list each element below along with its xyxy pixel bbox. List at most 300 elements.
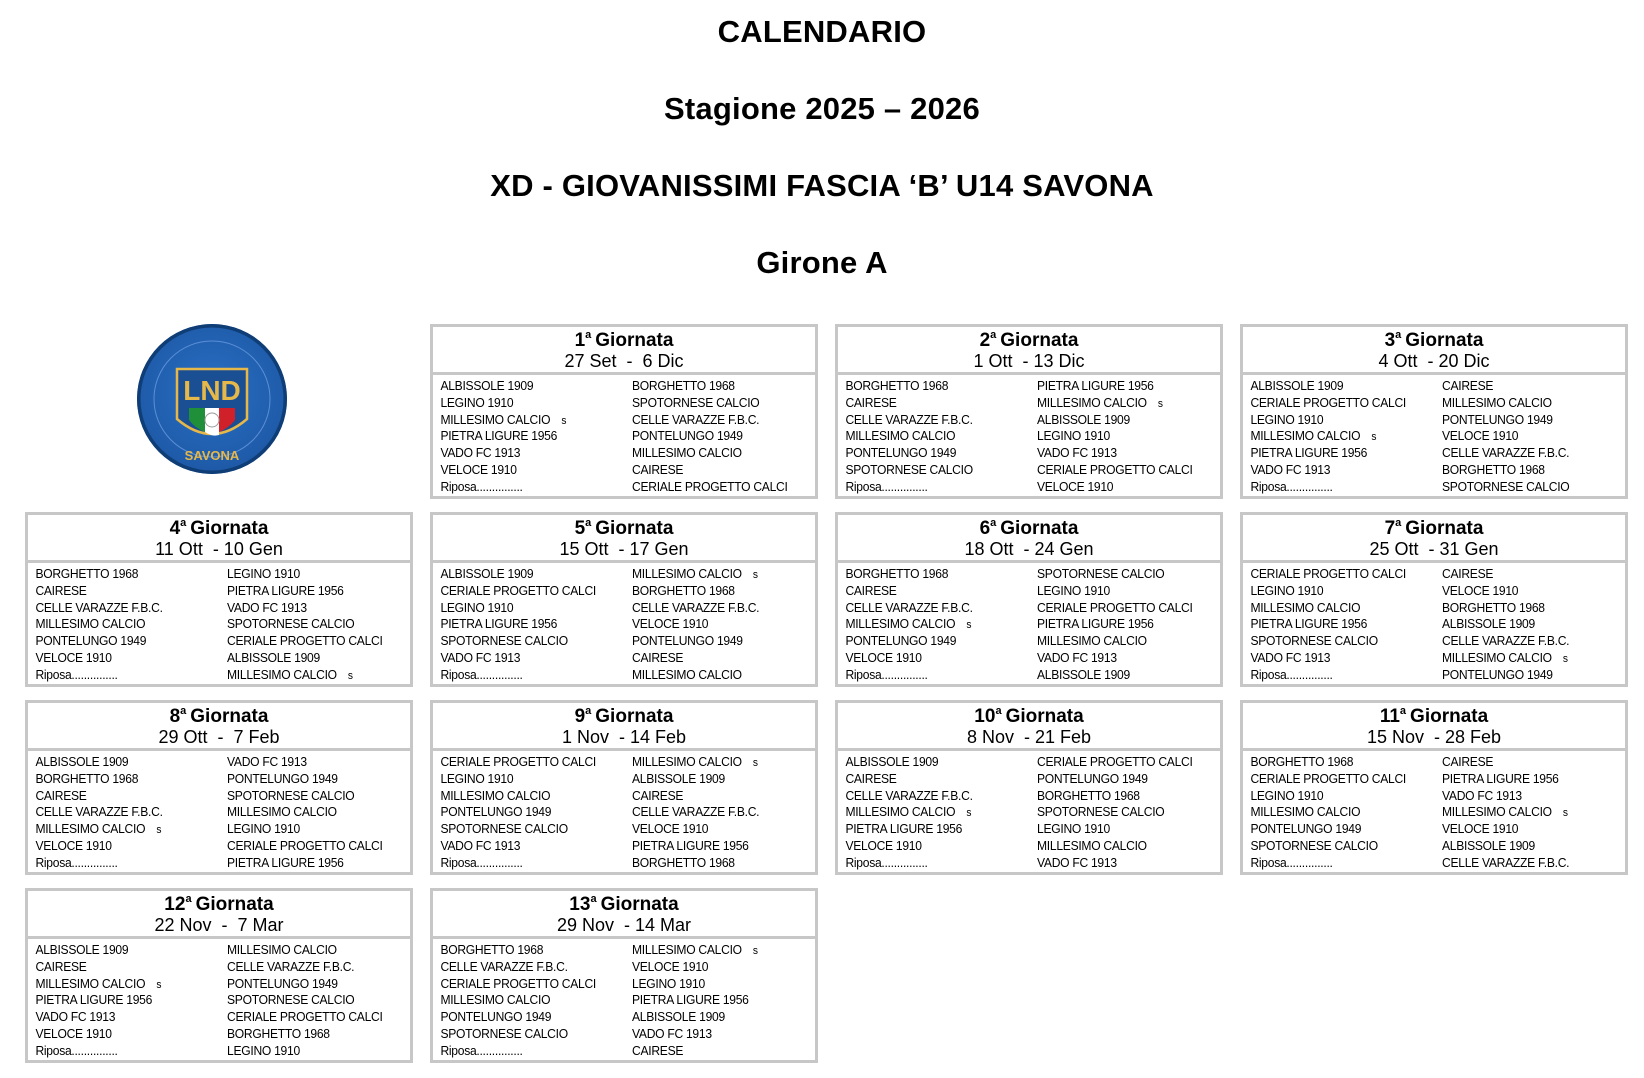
round-number: 8 <box>169 706 181 727</box>
team-name: PIETRA LIGURE 1956 <box>1037 616 1154 632</box>
away-team <box>1442 804 1568 822</box>
team-name: CELLE VARAZZE F.B.C. <box>632 411 760 427</box>
round-dates: 4 Ott - 20 Dic <box>1378 351 1490 371</box>
page-title: CALENDARIO <box>717 14 927 49</box>
team-name: CAIRESE <box>632 787 684 803</box>
round-ordinal: a <box>180 517 187 529</box>
team-name: CELLE VARAZZE F.B.C. <box>35 804 163 820</box>
round-number: 4 <box>169 518 181 539</box>
match-row <box>35 1026 407 1043</box>
team-name: VADO FC 1913 <box>440 649 521 665</box>
team-name: CELLE VARAZZE F.B.C. <box>1442 445 1570 461</box>
round-header <box>28 891 410 939</box>
team-name: Riposa............... <box>35 666 118 682</box>
home-team <box>440 942 543 959</box>
team-name: VADO FC 1913 <box>632 1025 712 1041</box>
home-team <box>35 1026 111 1043</box>
match-row <box>35 633 407 650</box>
round-dates: 1 Nov - 14 Feb <box>561 727 687 747</box>
team-name: BORGHETTO 1968 <box>440 942 544 957</box>
home-team <box>1250 667 1332 684</box>
away-team <box>227 788 354 805</box>
team-name: VADO FC 1913 <box>35 1009 116 1025</box>
match-row <box>845 667 1217 684</box>
match-row <box>1250 428 1622 445</box>
home-team <box>440 667 522 684</box>
match-row <box>440 462 812 479</box>
team-name: CERIALE PROGETTO CALCI <box>227 1009 383 1025</box>
round-header <box>433 515 815 563</box>
home-team <box>845 771 896 788</box>
team-name: CERIALE PROGETTO CALCI <box>1250 770 1406 786</box>
away-team <box>1037 583 1110 600</box>
team-name: SPOTORNESE CALCIO <box>1442 478 1570 494</box>
home-team <box>440 395 513 412</box>
away-team <box>227 976 338 993</box>
match-row <box>1250 633 1622 650</box>
season-title: Stagione 2025 – 2026 <box>664 91 980 126</box>
match-row <box>1250 855 1622 872</box>
team-name: PIETRA LIGURE 1956 <box>1250 445 1368 461</box>
team-name: ALBISSOLE 1909 <box>1250 378 1344 393</box>
away-team <box>1037 754 1193 771</box>
team-name: CAIRESE <box>632 649 684 665</box>
team-name: VELOCE 1910 <box>35 649 112 665</box>
team-name: ALBISSOLE 1909 <box>632 1009 725 1025</box>
team-name: CAIRESE <box>1442 378 1494 393</box>
round-ordinal: a <box>585 705 592 717</box>
away-team <box>1037 479 1113 496</box>
match-row <box>440 1043 812 1060</box>
away-team <box>1442 479 1569 496</box>
round-label: Giornata <box>190 518 269 539</box>
home-team <box>440 650 520 667</box>
team-name: Riposa............... <box>440 1042 523 1058</box>
away-team <box>1442 428 1518 445</box>
round-title <box>28 518 410 539</box>
team-name: PONTELUNGO 1949 <box>1037 770 1148 786</box>
team-name: CERIALE PROGETTO CALCI <box>1250 394 1406 410</box>
team-name: CELLE VARAZZE F.B.C. <box>845 599 973 615</box>
home-team <box>1250 616 1367 633</box>
team-name: LEGINO 1910 <box>1250 411 1324 427</box>
team-marker: s <box>1562 807 1568 820</box>
away-team <box>227 838 383 855</box>
team-name: LEGINO 1910 <box>227 566 300 581</box>
away-team <box>632 412 759 429</box>
team-name: BORGHETTO 1968 <box>227 1025 330 1041</box>
match-row <box>35 650 407 667</box>
team-name: CELLE VARAZZE F.B.C. <box>440 958 568 974</box>
team-name: MILLESIMO CALCIO <box>845 804 956 820</box>
home-team <box>1250 479 1332 496</box>
team-name: MILLESIMO CALCIO <box>440 411 551 427</box>
match-row <box>845 428 1217 445</box>
team-name: MILLESIMO CALCIO <box>845 616 956 632</box>
away-team <box>1442 462 1545 479</box>
team-name: BORGHETTO 1968 <box>1037 787 1140 803</box>
home-team <box>845 616 971 634</box>
away-team <box>1442 566 1493 583</box>
group-title: Girone A <box>756 245 888 280</box>
team-name: VADO FC 1913 <box>227 754 307 769</box>
home-team <box>845 428 955 445</box>
team-name: PIETRA LIGURE 1956 <box>845 821 963 837</box>
round-dates: 18 Ott - 24 Gen <box>964 539 1094 559</box>
match-row <box>440 378 812 395</box>
team-name: Riposa............... <box>35 854 118 870</box>
match-row <box>440 942 812 959</box>
away-team <box>227 583 344 600</box>
away-team <box>1037 445 1117 462</box>
round-header <box>433 703 815 751</box>
match-row <box>440 583 812 600</box>
round-header <box>838 703 1220 751</box>
match-row <box>1250 821 1622 838</box>
match-row <box>440 566 812 583</box>
match-row <box>440 959 812 976</box>
away-team <box>632 583 735 600</box>
match-row <box>1250 462 1622 479</box>
match-row <box>845 412 1217 429</box>
team-name: CELLE VARAZZE F.B.C. <box>227 958 355 974</box>
home-team <box>1250 462 1330 479</box>
team-name: LEGINO 1910 <box>1250 582 1324 598</box>
match-row <box>35 942 407 959</box>
home-team <box>35 788 86 805</box>
logo-text-bottom: SAVONA <box>184 448 240 463</box>
match-row <box>440 1026 812 1043</box>
team-name: CELLE VARAZZE F.B.C. <box>632 804 760 820</box>
team-name: MILLESIMO CALCIO <box>1250 599 1361 615</box>
away-team <box>227 771 338 788</box>
home-team <box>1250 445 1367 462</box>
team-name: MILLESIMO CALCIO <box>1037 394 1147 410</box>
team-name: PONTELUNGO 1949 <box>845 445 957 461</box>
match-row <box>440 788 812 805</box>
home-team <box>440 633 567 650</box>
match-row <box>440 754 812 771</box>
round-header <box>28 515 410 563</box>
away-team <box>1037 566 1164 583</box>
away-team <box>227 600 307 617</box>
home-team <box>35 838 111 855</box>
team-name: Riposa............... <box>845 478 928 494</box>
away-team <box>632 804 759 821</box>
match-row <box>1250 788 1622 805</box>
round-header <box>433 327 815 375</box>
home-team <box>845 600 972 617</box>
home-team <box>845 855 927 872</box>
team-name: CELLE VARAZZE F.B.C. <box>1442 633 1570 649</box>
team-name: CAIRESE <box>35 787 87 803</box>
home-team <box>440 378 533 395</box>
home-team <box>845 821 962 838</box>
round-label: Giornata <box>1405 330 1484 351</box>
team-name: SPOTORNESE CALCIO <box>440 1025 568 1041</box>
home-team <box>440 1043 522 1060</box>
team-name: VELOCE 1910 <box>632 616 709 632</box>
team-name: VELOCE 1910 <box>440 461 517 477</box>
home-team <box>845 754 938 771</box>
team-name: MILLESIMO CALCIO <box>632 566 742 581</box>
team-name: CAIRESE <box>1442 754 1494 769</box>
match-row <box>440 479 812 496</box>
away-team <box>1037 412 1130 429</box>
away-team <box>1037 616 1154 633</box>
away-team <box>632 633 743 650</box>
round-title <box>433 706 815 727</box>
round-label: Giornata <box>595 518 674 539</box>
team-name: CAIRESE <box>632 461 684 477</box>
logo-text-top: LND <box>183 375 241 406</box>
team-name: MILLESIMO CALCIO <box>1037 633 1147 649</box>
team-name: VADO FC 1913 <box>227 599 307 615</box>
team-name: VADO FC 1913 <box>1442 787 1522 803</box>
team-name: PONTELUNGO 1949 <box>845 633 957 649</box>
team-name: SPOTORNESE CALCIO <box>440 821 568 837</box>
round-number: 6 <box>979 518 991 539</box>
match-row <box>845 804 1217 821</box>
away-team <box>1037 650 1117 667</box>
home-team <box>845 566 948 583</box>
team-name: LEGINO 1910 <box>1037 428 1110 444</box>
match-row <box>440 428 812 445</box>
category-title: XD - GIOVANISSIMI FASCIA ‘B’ U14 SAVONA <box>490 168 1154 203</box>
away-team <box>632 855 735 872</box>
round-dates: 25 Ott - 31 Gen <box>1369 539 1499 559</box>
match-list <box>433 751 812 872</box>
round-header <box>838 515 1220 563</box>
home-team <box>845 650 921 667</box>
lnd-savona-logo <box>137 324 287 474</box>
round-ordinal: a <box>1399 705 1407 717</box>
round-card <box>430 888 818 1063</box>
match-row <box>1250 754 1622 771</box>
match-row <box>440 445 812 462</box>
match-row <box>35 667 407 684</box>
home-team <box>1250 412 1323 429</box>
team-name: PONTELUNGO 1949 <box>1250 821 1362 837</box>
away-team <box>632 616 708 633</box>
round-dates: 15 Ott - 17 Gen <box>559 539 689 559</box>
team-name: BORGHETTO 1968 <box>35 770 139 786</box>
home-team <box>845 378 948 395</box>
round-ordinal: a <box>590 893 597 905</box>
home-team <box>1250 855 1332 872</box>
home-team <box>1250 804 1360 821</box>
home-team <box>845 412 972 429</box>
away-team <box>632 1043 683 1060</box>
round-ordinal: a <box>180 705 187 717</box>
match-row <box>845 633 1217 650</box>
away-team <box>227 942 337 959</box>
round-ordinal: a <box>585 517 592 529</box>
team-name: CAIRESE <box>35 582 87 598</box>
team-marker: s <box>1157 397 1163 410</box>
home-team <box>1250 754 1353 771</box>
team-name: MILLESIMO CALCIO <box>440 787 551 803</box>
team-name: Riposa............... <box>845 666 928 682</box>
round-number: 2 <box>979 330 991 351</box>
team-name: ALBISSOLE 1909 <box>440 378 534 393</box>
home-team <box>35 1043 117 1060</box>
home-team <box>35 976 161 994</box>
team-name: ALBISSOLE 1909 <box>1037 666 1130 682</box>
team-name: Riposa............... <box>1250 854 1333 870</box>
match-list <box>433 563 812 684</box>
home-team <box>845 667 927 684</box>
home-team <box>35 959 86 976</box>
team-name: MILLESIMO CALCIO <box>1442 649 1552 665</box>
match-row <box>440 600 812 617</box>
away-team <box>1442 378 1493 395</box>
home-team <box>35 992 152 1009</box>
round-title <box>1243 518 1625 539</box>
away-team <box>227 667 353 685</box>
team-name: CAIRESE <box>845 770 897 786</box>
round-card <box>430 512 818 687</box>
match-row <box>440 855 812 872</box>
away-team <box>632 667 742 684</box>
team-name: LEGINO 1910 <box>440 394 514 410</box>
match-list <box>433 939 812 1060</box>
away-team <box>1442 821 1518 838</box>
team-name: MILLESIMO CALCIO <box>632 445 742 461</box>
team-name: CAIRESE <box>35 958 87 974</box>
home-team <box>440 616 557 633</box>
round-title <box>28 894 410 915</box>
round-number: 3 <box>1384 330 1396 351</box>
home-team <box>1250 378 1343 395</box>
away-team <box>227 616 354 633</box>
home-team <box>35 771 138 788</box>
match-row <box>845 378 1217 395</box>
round-dates: 8 Nov - 21 Feb <box>966 727 1092 747</box>
away-team <box>1037 395 1163 413</box>
home-team <box>845 445 956 462</box>
round-header <box>28 703 410 751</box>
round-title <box>1243 706 1625 727</box>
team-name: VELOCE 1910 <box>845 649 922 665</box>
match-row <box>845 788 1217 805</box>
match-row <box>845 462 1217 479</box>
away-team <box>632 838 749 855</box>
match-row <box>35 788 407 805</box>
away-team <box>632 479 788 496</box>
team-name: SPOTORNESE CALCIO <box>1037 804 1165 820</box>
team-name: MILLESIMO CALCIO <box>632 754 742 769</box>
away-team <box>1442 855 1569 872</box>
round-card <box>25 700 413 875</box>
round-number: 1 <box>574 330 586 351</box>
away-team <box>632 992 749 1009</box>
round-dates: 11 Ott - 10 Gen <box>155 539 283 559</box>
team-name: PIETRA LIGURE 1956 <box>440 616 558 632</box>
match-row <box>845 616 1217 633</box>
team-name: CERIALE PROGETTO CALCI <box>1037 461 1193 477</box>
team-name: VADO FC 1913 <box>1037 445 1117 461</box>
home-team <box>440 821 567 838</box>
away-team <box>632 976 705 993</box>
round-label: Giornata <box>595 330 674 351</box>
round-label: Giornata <box>1405 518 1484 539</box>
match-list <box>28 563 407 684</box>
team-name: MILLESIMO CALCIO <box>632 942 742 957</box>
away-team <box>632 428 743 445</box>
match-row <box>440 667 812 684</box>
round-label: Giornata <box>195 894 274 915</box>
team-name: MILLESIMO CALCIO <box>227 942 337 957</box>
team-marker: s <box>347 669 353 682</box>
away-team <box>632 754 758 772</box>
match-row <box>35 616 407 633</box>
team-name: CELLE VARAZZE F.B.C. <box>845 787 973 803</box>
match-row <box>845 566 1217 583</box>
away-team <box>1442 616 1535 633</box>
team-name: MILLESIMO CALCIO <box>1442 394 1552 410</box>
team-name: CAIRESE <box>1442 566 1494 581</box>
team-name: CERIALE PROGETTO CALCI <box>632 478 788 494</box>
home-team <box>440 855 522 872</box>
away-team <box>1037 855 1117 872</box>
home-team <box>845 395 896 412</box>
round-title <box>433 894 815 915</box>
home-team <box>845 633 956 650</box>
away-team <box>1442 583 1518 600</box>
away-team <box>1037 821 1110 838</box>
away-team <box>227 1009 383 1026</box>
team-name: MILLESIMO CALCIO <box>845 428 956 444</box>
home-team <box>1250 633 1377 650</box>
match-row <box>845 600 1217 617</box>
match-row <box>440 804 812 821</box>
match-list <box>433 375 812 496</box>
match-row <box>845 838 1217 855</box>
away-team <box>632 771 725 788</box>
away-team <box>1442 600 1545 617</box>
home-team <box>845 462 972 479</box>
team-name: BORGHETTO 1968 <box>632 378 735 393</box>
home-team <box>440 445 520 462</box>
team-name: MILLESIMO CALCIO <box>1037 837 1147 853</box>
team-name: MILLESIMO CALCIO <box>1250 804 1361 820</box>
team-name: MILLESIMO CALCIO <box>440 992 551 1008</box>
team-name: CERIALE PROGETTO CALCI <box>1250 566 1406 581</box>
away-team <box>1442 633 1569 650</box>
team-name: MILLESIMO CALCIO <box>227 666 337 682</box>
team-marker: s <box>966 619 972 632</box>
team-name: VADO FC 1913 <box>1037 649 1117 665</box>
round-number: 9 <box>574 706 586 727</box>
match-list <box>1243 375 1622 496</box>
match-row <box>35 600 407 617</box>
round-number: 10 <box>974 706 996 727</box>
team-name: VELOCE 1910 <box>1442 428 1519 444</box>
home-team <box>440 566 533 583</box>
away-team <box>227 754 307 771</box>
round-card <box>1240 700 1628 875</box>
team-name: ALBISSOLE 1909 <box>35 942 129 957</box>
round-card <box>1240 324 1628 499</box>
team-name: VELOCE 1910 <box>35 837 112 853</box>
home-team <box>845 583 896 600</box>
match-row <box>1250 412 1622 429</box>
round-label: Giornata <box>600 894 679 915</box>
team-name: BORGHETTO 1968 <box>1442 461 1545 477</box>
home-team <box>440 976 596 993</box>
team-name: VELOCE 1910 <box>632 958 709 974</box>
